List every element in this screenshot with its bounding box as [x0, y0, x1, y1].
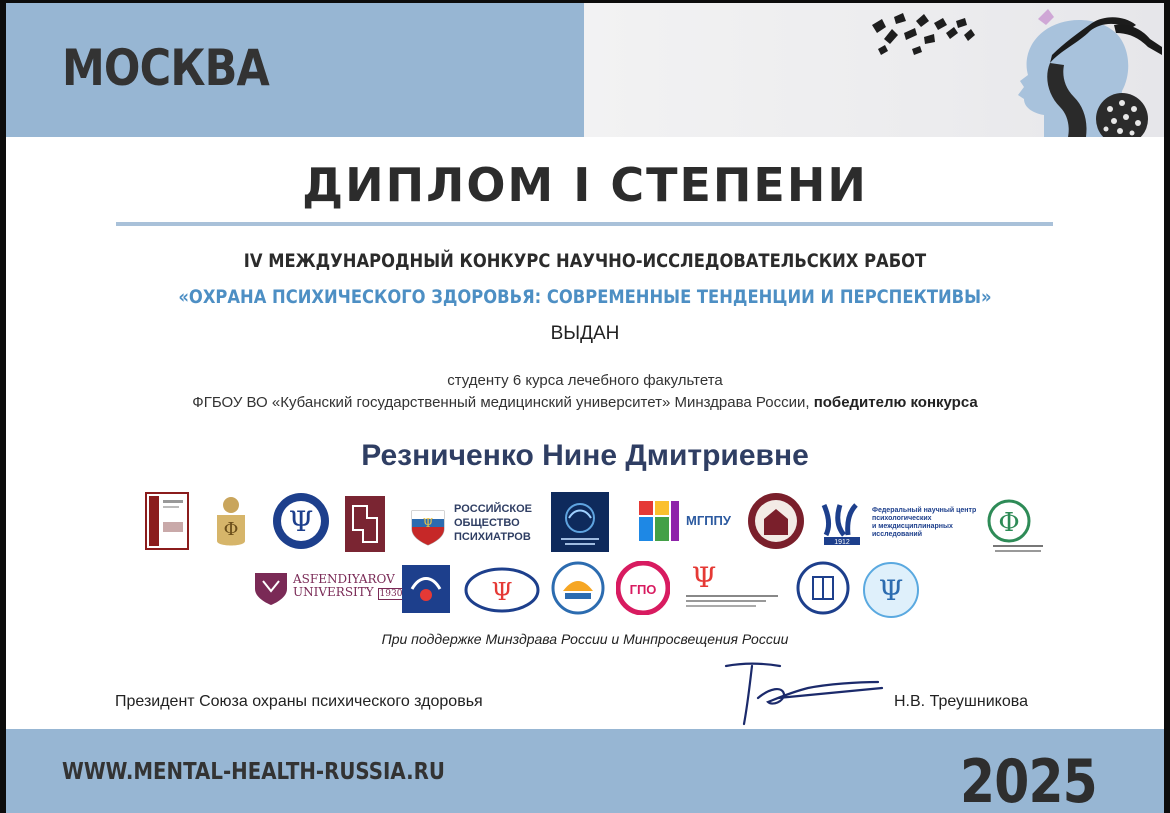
handwritten-signature — [718, 658, 888, 728]
asfendiyarov-crest-icon — [251, 569, 291, 607]
year-label: 2025 — [960, 747, 1097, 813]
rop-line-1: РОССИЙСКОЕ — [454, 503, 532, 515]
head-silhouette-illustration — [864, 3, 1164, 137]
asfendiyarov-text — [293, 573, 404, 601]
mgppu-logo-icon — [639, 501, 681, 543]
recipient-name: Резниченко Нине Дмитриевне — [361, 439, 809, 472]
svg-text:Φ: Φ — [223, 519, 239, 540]
svg-text:Ψ: Ψ — [691, 563, 717, 594]
president-title: Президент Союза охраны психического здоровья — [115, 693, 483, 710]
fnc-logo-text — [872, 507, 976, 539]
asfendiyarov-line-2: UNIVERSITY — [293, 585, 374, 599]
fnc-line-4: исследований — [872, 531, 922, 538]
svg-text:Ψ: Ψ — [422, 516, 434, 530]
student-description: студенту 6 курса лечебного факультета — [447, 372, 723, 389]
library-round-logo — [796, 561, 850, 615]
contest-name: IV МЕЖДУНАРОДНЫЙ КОНКУРС НАУЧНО-ИССЛЕДОВАТЕЛЬСКИХ РАБОТ — [243, 250, 927, 272]
university-round-logo — [746, 491, 806, 551]
mgppu-label: МГППУ — [686, 513, 731, 528]
university-line — [6, 394, 1164, 411]
svg-text:Ψ: Ψ — [491, 578, 513, 606]
psychologists-federation-logo — [981, 497, 1055, 555]
partner-logos — [6, 487, 1164, 627]
fnc-line-3: и междисциплинарных — [872, 523, 953, 530]
diploma-page — [6, 3, 1164, 813]
donmtu-logo — [551, 561, 605, 615]
signer-name: Н.В. Треушникова — [894, 693, 1028, 710]
emblem-logo — [211, 493, 251, 551]
uzbek-psychology-logo — [862, 561, 920, 619]
rop-line-3: ПСИХИАТРОВ — [454, 531, 531, 543]
institute-logo — [345, 496, 385, 552]
asfendiyarov-line-1: ASFENDIYAROV — [293, 572, 395, 586]
rop-line-2: ОБЩЕСТВО — [454, 517, 520, 529]
svg-text:Ψ: Ψ — [878, 574, 904, 607]
website-url: WWW.MENTAL-HEALTH-RUSSIA.RU — [62, 759, 445, 785]
rop-logo-text — [454, 502, 532, 544]
fnc-year: 1912 — [834, 539, 850, 546]
mental-health-forum-logo — [551, 492, 609, 552]
oval-psychology-logo — [464, 567, 540, 613]
asfendiyarov-year: 1930 — [379, 589, 403, 599]
gpo-round-logo — [616, 561, 670, 615]
diploma-title: ДИПЛОМ I СТЕПЕНИ — [302, 158, 868, 212]
journal-logo — [145, 492, 189, 550]
fnc-line-2: психологических — [872, 515, 932, 522]
support-note: При поддержке Минздрава России и Минпросвещения России — [381, 631, 789, 647]
child-psychiatry-association-logo — [682, 563, 782, 613]
rop-shield-icon — [408, 507, 448, 547]
fnc-line-1: Федеральный научный центр — [872, 507, 977, 514]
footer-band — [6, 729, 1164, 813]
contest-theme: «ОХРАНА ПСИХИЧЕСКОГО ЗДОРОВЬЯ: СОВРЕМЕННЫЕ ТЕНДЕНЦИИ И ПЕРСПЕКТИВЫ» — [178, 286, 992, 308]
svg-text:Ψ: Ψ — [288, 505, 314, 538]
city-label: МОСКВА — [62, 39, 269, 97]
psychology-society-logo — [271, 491, 331, 551]
university-name: ФГБОУ ВО «Кубанский государственный медицинский университет» Минздрава России, — [192, 394, 814, 411]
fnc-logo-icon — [818, 501, 868, 547]
svg-text:ГПО: ГПО — [629, 582, 657, 597]
svg-text:Φ: Φ — [998, 508, 1020, 538]
header-band — [6, 3, 584, 137]
association-square-logo — [402, 565, 450, 613]
title-divider — [116, 222, 1053, 226]
winner-label: победителю конкурса — [813, 394, 978, 411]
issued-label: ВЫДАН — [550, 323, 620, 344]
